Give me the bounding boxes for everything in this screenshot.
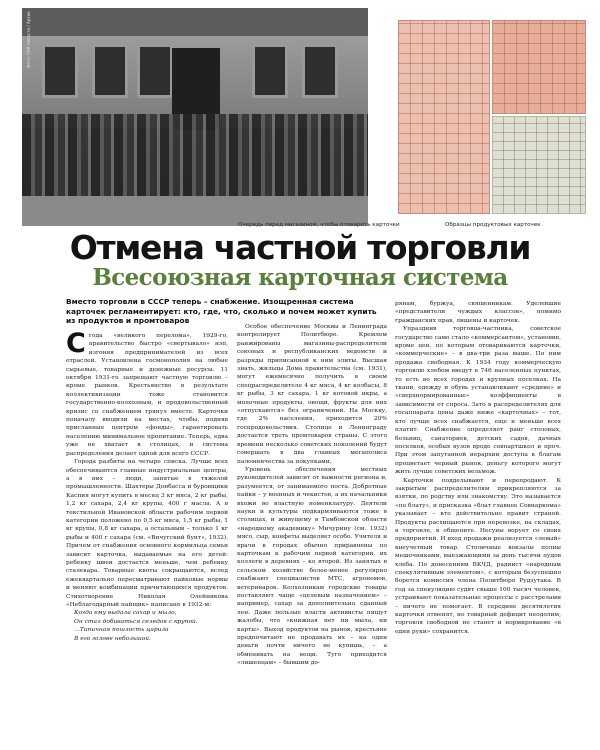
ration-card bbox=[492, 116, 586, 214]
photo-window bbox=[92, 44, 128, 98]
article-column-3 bbox=[395, 300, 561, 636]
poem-line: Он стал добиваться селедок с крупой. bbox=[74, 618, 198, 625]
article-column-2 bbox=[237, 323, 387, 668]
article-column-1 bbox=[66, 332, 228, 643]
poem-quote bbox=[66, 609, 228, 643]
poem-line: Когда ему выдали сахар и мыло, bbox=[74, 610, 177, 617]
article-paragraph: Уровень обеспечения местных руководителей зависит от важности региона и, разумеется, от занимаемого поста. Добротные пайки – у военных и чекистов, а их начальники вхожи во властную номенклатуру. Деятели науки и культуры подкармливаются тоже в столицах, и живущему в Тамбовской области «народному академику» Мичурину (см. 1932) мясо, сыр, конфеты выделяет особо. Учителя и врачи в городах обычно приравнены по карточкам к рабочим первой категории, их коллеги в деревнях – ко второй. Из занятых в сельском хозяйстве более-менее регулярно снабжают специалистов МТС, агрономов, ветеринаров. Колхозникам городские товары поставляют чаще «целевым назначением» – например, сахар за дополнительно сданный лен. Даже пользые власти активисты пищут жалобы, что «книжная нет ни мыла, ни карты». Выход продуктов на рынок, крестьяне предпочитают не продавать их – на одни деньги почти ничего не купишь, – а обменивать на вещи. Туго приходится «лишенцам» – бывшим до- bbox=[237, 466, 387, 667]
article-paragraph: рянам, буржуа, священникам. Уделевшие «представители чуждых классов», помимо гражданских прав, лишены и карточек. bbox=[395, 301, 561, 324]
lead-paragraph: Вместо торговли в СССР теперь – снабжение. Изощренная система карточек регламентирует: кто, где, что, сколько и почем может купить из продуктов и промтоваров bbox=[66, 297, 377, 326]
cards-caption: Образцы продуктовых карточек bbox=[445, 222, 541, 228]
photo-window bbox=[42, 44, 78, 98]
article-paragraph: Карточки подделывают и перепродают. К закрытым распределителям прикрепляются за взятки, по родству или знакомству. Это называется «по блату», и присказка «блат главнее Совнаркома» указывает – кто действительно правит страной. Продукты расхищаются при перевозке, на складах, в торговле, в общепите. Несуны ворует со своих предприятий. И вход продажи реализуется «левый» внеучетный товар. Столичные вокзалы полны мешочниками, выезжающими за день тысячи пудов хлеба. По донесениям ВКЧД, радиист «народным спекулятивным элементом», с которым безуспешно борется комиссия члена Политбюро Рудзутака. В год за спекуляцию судят свыше 100 тысяч человек, устраивают показательные процессы с расстрелами – ничего не помогает. В середине десятилетия карточки отменят, но товарный дефицит неодолим, торговля свободной не станет и нормирование «в одни руки» сохранится. bbox=[395, 477, 561, 635]
drop-cap: С bbox=[66, 332, 86, 359]
article-paragraph: Особое обеспечение Москвы и Ленинграда контролирует Политбюро. Кремлем ранжированы магазины-распределители союзных и республиканских ведомств и разряды приписанной к ним элиты. Высшая знать, жильцы Дома правительства (см. 1931), могут ежемесячно получить в своем спецраспределителе 4 кг мяса, 4 кг колбасы, 8 кг рыбы, 3 кг сахара, 1 кг котовой икры, а молочные продукты, овощи, фрукты для них «отпускаются» без ограничений. На Москву, где 2% населения, приходится 20% госпродовольствия. Столице и Ленинграду достается треть промтоваров страны. С этого времени несколько советских поколений будут совершать в два главных мегаполиса паломничества за покупками. bbox=[237, 324, 387, 465]
photo-window bbox=[137, 44, 173, 98]
article-paragraph: Упразднив торговца-частника, советское государство само стало «коммерсантом», установив, кроме цен, по которым отовариваются карточки, «коммерческие» – в два-три раза выше. По ним продажа свободная. К 1934 году коммерческую торговлю хлебом введут в 746 населенных пунктах, то есть во всех городах и крупных поселках. На ткани, одежду и обувь устанавливают «средние» и «сверхнормированные» коэффициенты в зависимости от спроса. Зато в распределителях для госаппарата цены даже ниже «карточных» – тот, кто лучше всех снабжается, еще и меньше всех платит. Снабжение определяет ранг столовых, больниц, санаториев, детских садов, дачных поселков, особых вузов вроде совпартшкол и проч. При этом запутанной иерархии доступа к благам процветает черный рынок, деньгу которого могут жить лучше советских вельмож. bbox=[395, 326, 561, 476]
photo-caption: Очередь перед магазином, чтобы отоварить карточки bbox=[238, 222, 400, 228]
photo-window bbox=[252, 44, 288, 98]
ration-cards-image bbox=[396, 20, 584, 220]
ration-card bbox=[492, 20, 586, 114]
page-title: Отмена частной торговли bbox=[69, 228, 531, 267]
ration-card bbox=[398, 20, 490, 214]
poem-line: …Типичная пошлость царила bbox=[74, 627, 169, 634]
poem-line: В его голове небольшой. bbox=[74, 635, 151, 642]
page-subtitle: Всесоюзная карточная система bbox=[92, 264, 508, 291]
article-paragraph: года «великого перелома», 1929-го, правительство быстро «свертывало» нэп, изгоняя предпринимателей из всех отраслей. Установлена госмонополия на любые сырьевые, товарные и денежные ресурсы. 11 октября 1931-го запрещают частную торговлю – кроме рынков. Крестьянство в результате коллективизации тоже становится государственно-колхозным, и продовольственный кризис со снабжением грянул вместе. Карточки поначалу вводили на местах, чтобы, подняв присланные центром «фонды», гарантировать населению минимальное пропитание. Теперь, едва уже не хватает в столицах, и система распределения делает одной для всего СССР. bbox=[66, 333, 228, 457]
article-paragraph: Города разбиты на четыре списка. Лучше всех обеспечиваются главные индустриальные центры, а в них – люди, занятые в тяжелой промышленности. Шахтеры Донбасса и буровщики Каспия могут купить в месяц 3 кг мяса, 2 кг рыбы, 1,2 кг сахара, 2,4 кг крупы, 400 г масла. А в текстильной Ивановской области рабочим первой категории положено по 0,5 кг мяса, 1,5 кг рыбы, 1 кг крупы, 0,8 кг сахара, а остальным – только 1 кг рыбы и 400 г сахара (см. «Вичугский бунт», 1932). Причем от снабжения основного кормильца семьи зависит карточка, выдаваемые на его детей: ребенку швеи достается меньше, чем ребенку сталевара. Товарные квоты сокращаются, вслед ежеквартально пересматривают пайковые нормы и меняют комбинации причитающихся продуктов. Стихотворение Николая Олейникова «Неблагодарный пайщик» написано в 1932-м: bbox=[66, 459, 228, 608]
photo-window bbox=[302, 44, 338, 98]
queue-photo bbox=[22, 8, 368, 226]
photo-credit: Фото: РИА Новости / Архив bbox=[26, 11, 31, 68]
photo-roof bbox=[22, 8, 368, 36]
